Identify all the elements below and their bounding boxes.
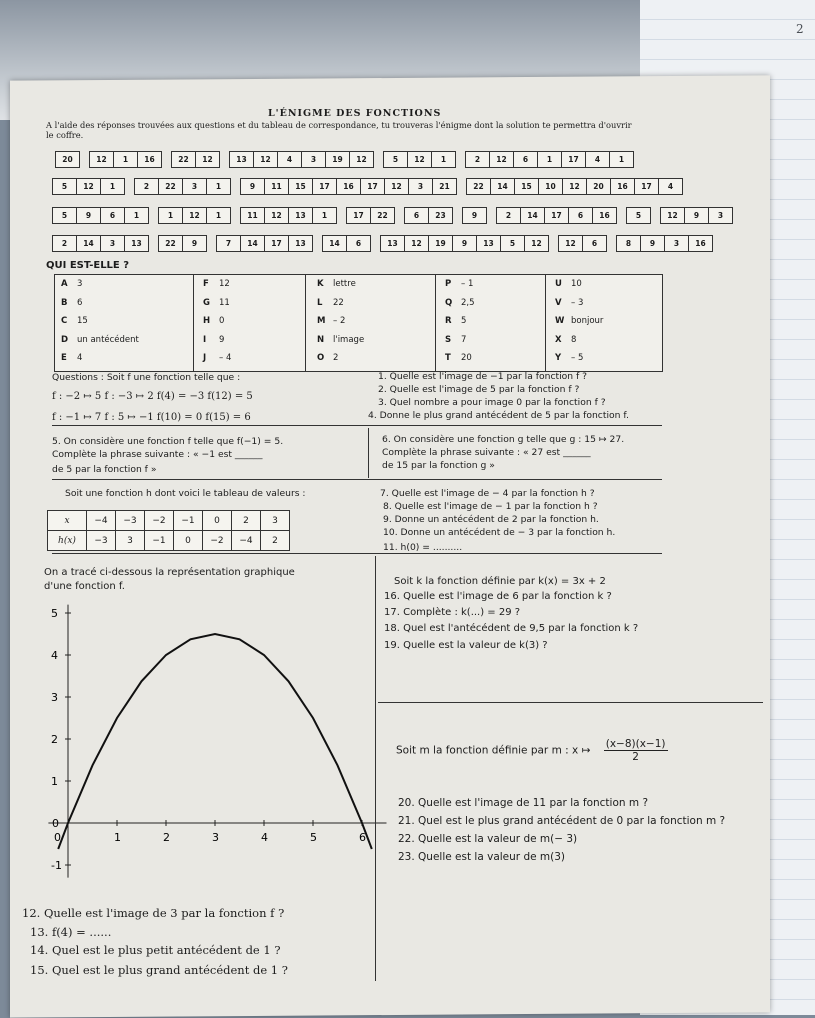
table-row <box>48 511 290 531</box>
lookup-letter: C <box>61 316 68 326</box>
code-cell: 5 <box>384 152 408 167</box>
lookup-value: – 1 <box>461 279 474 289</box>
x-value: −4 <box>87 511 116 531</box>
code-word <box>52 235 149 252</box>
code-cell: 12 <box>563 179 587 194</box>
code-cell: 20 <box>62 155 73 164</box>
code-word <box>465 151 634 168</box>
code-cell: 1 <box>538 152 562 167</box>
code-cell: 9 <box>241 179 265 194</box>
graph-ticks <box>51 607 366 872</box>
lookup-value: 6 <box>77 297 83 308</box>
divider <box>378 702 763 703</box>
lookup-letter: W <box>555 316 565 326</box>
code-word <box>466 178 683 195</box>
code-cell: 13 <box>295 239 306 248</box>
f-values-line-2: f : −1 ↦ 7 f : 5 ↦ −1 f(10) = 0 f(15) = 6 <box>52 412 251 423</box>
page-number: 2 <box>796 22 804 36</box>
f-values-line-1: f : −2 ↦ 5 f : −3 ↦ 2 f(4) = −3 f(12) = 5 <box>52 391 253 402</box>
lookup-entry <box>445 335 466 345</box>
lookup-value: 0 <box>219 316 225 326</box>
code-word <box>322 235 371 252</box>
question-5-line-1: 5. On considère une fonction f telle que f(−1) = 5. <box>52 436 284 447</box>
lookup-entry <box>555 316 603 326</box>
question-22: 22. Quelle est la valeur de m(− 3) <box>398 833 578 845</box>
lookup-letter: S <box>445 334 452 345</box>
code-word <box>616 235 713 252</box>
lookup-letter: V <box>555 297 562 308</box>
lookup-entry <box>317 298 344 308</box>
lookup-letter: D <box>61 334 69 345</box>
y-tick-label: -1 <box>51 859 62 872</box>
code-cell: 14 <box>241 236 265 251</box>
lookup-divider <box>545 275 546 371</box>
code-cell: 12 <box>77 179 101 194</box>
code-cell: 16 <box>144 155 155 164</box>
code-cell: 15 <box>289 179 313 194</box>
code-cell: 14 <box>77 236 101 251</box>
lookup-entry <box>555 335 576 345</box>
lookup-value: 22 <box>333 297 344 308</box>
code-word <box>52 207 149 224</box>
code-cell: 17 <box>635 179 659 194</box>
code-cell: 17 <box>313 179 337 194</box>
code-cell: 1 <box>215 211 222 220</box>
x-value: −3 <box>116 511 145 531</box>
graph-intro-line-1: On a tracé ci-dessous la représentation graphique <box>44 567 295 578</box>
lookup-value: 8 <box>571 334 577 345</box>
question-14: 14. Quel est le plus petit antécédent de 1 ? <box>30 943 281 957</box>
code-cell: 23 <box>435 211 446 220</box>
code-cell: 3 <box>183 179 207 194</box>
lookup-value: bonjour <box>571 316 604 326</box>
code-cell: 7 <box>217 236 241 251</box>
question-6-line-1: 6. On considère une fonction g telle que g : 15 ↦ 27. <box>382 434 625 445</box>
y-tick-label: 3 <box>51 691 58 704</box>
x-value: −2 <box>145 511 174 531</box>
code-cell: 6 <box>355 239 362 248</box>
x-value: 2 <box>232 511 261 531</box>
lookup-letter: J <box>203 353 207 363</box>
lookup-entry <box>61 335 139 345</box>
lookup-value: 15 <box>77 316 88 326</box>
lookup-entry <box>445 298 475 308</box>
code-cell: 1 <box>133 211 140 220</box>
lookup-entry <box>317 316 345 326</box>
code-cell: 1 <box>440 155 447 164</box>
question-17: 17. Complète : k(...) = 29 ? <box>384 607 521 618</box>
question-6-line-3: de 15 par la fonction g » <box>382 460 495 471</box>
code-cell: 4 <box>586 152 610 167</box>
code-cell: 1 <box>321 211 328 220</box>
code-cell: 2 <box>135 179 159 194</box>
lookup-value: 2 <box>333 353 339 363</box>
code-cell: 1 <box>215 182 222 191</box>
lookup-entry <box>445 353 472 363</box>
lookup-letter: G <box>203 297 210 308</box>
question-3: 3. Quel nombre a pour image 0 par la fonction f ? <box>378 397 606 408</box>
code-cell: 21 <box>439 182 450 191</box>
lookup-entry <box>555 279 582 289</box>
question-1: 1. Quelle est l'image de −1 par la fonction f ? <box>378 371 588 382</box>
x-tick-label: 1 <box>114 831 121 844</box>
code-cell: 12 <box>385 179 409 194</box>
code-cell: 16 <box>611 179 635 194</box>
code-cell: 13 <box>131 239 142 248</box>
y-tick-label: 5 <box>51 607 58 620</box>
code-word <box>346 207 395 224</box>
code-word <box>52 178 125 195</box>
y-tick-label: 0 <box>52 817 59 830</box>
code-word <box>158 235 207 252</box>
h-intro: Soit une fonction h dont voici le tableau de valeurs : <box>65 488 306 499</box>
question-4: 4. Donne le plus grand antécédent de 5 par la fonction f. <box>368 410 629 421</box>
lookup-divider <box>193 275 194 371</box>
code-cell: 4 <box>278 152 302 167</box>
x-value: 3 <box>261 511 290 531</box>
code-cell: 5 <box>53 179 77 194</box>
y-tick-label: 4 <box>51 649 58 662</box>
code-cell: 2 <box>466 152 490 167</box>
code-cell: 17 <box>545 208 569 223</box>
worksheet-title: L'ÉNIGME DES FONCTIONS <box>268 108 442 119</box>
code-cell: 12 <box>202 155 213 164</box>
code-cell: 4 <box>667 182 674 191</box>
question-9: 9. Donne un antécédent de 2 par la fonction h. <box>383 514 599 525</box>
lookup-letter: U <box>555 279 562 289</box>
lookup-letter: R <box>445 316 452 326</box>
code-cell: 12 <box>559 236 583 251</box>
x-tick-label: 3 <box>212 831 219 844</box>
code-cell: 11 <box>265 179 289 194</box>
code-word <box>216 235 313 252</box>
lookup-letter: B <box>61 297 68 308</box>
lookup-entry <box>445 316 466 326</box>
code-cell: 16 <box>337 179 361 194</box>
code-cell: 12 <box>356 155 367 164</box>
code-cell: 5 <box>53 208 77 223</box>
code-cell: 12 <box>254 152 278 167</box>
code-word <box>134 178 231 195</box>
lookup-entry <box>203 279 230 289</box>
code-cell: 9 <box>191 239 198 248</box>
lookup-letter: T <box>445 353 451 363</box>
curve-f <box>58 634 372 849</box>
m-fraction <box>604 738 668 763</box>
code-word <box>240 207 337 224</box>
lookup-entry <box>203 298 230 308</box>
code-cell: 5 <box>635 211 642 220</box>
code-cell: 22 <box>172 152 196 167</box>
lookup-value: – 3 <box>571 297 584 308</box>
m-intro: Soit m la fonction définie par m : x ↦ <box>396 744 591 757</box>
code-cell: 13 <box>477 236 501 251</box>
lookup-value: 7 <box>461 334 467 345</box>
code-cell: 1 <box>618 155 625 164</box>
question-7: 7. Quelle est l'image de − 4 par la fonction h ? <box>380 488 595 499</box>
divider <box>52 479 662 480</box>
question-10: 10. Donne un antécédent de − 3 par la fonction h. <box>383 527 616 538</box>
h-value: 0 <box>174 531 203 551</box>
code-word <box>558 235 607 252</box>
lookup-value: – 4 <box>219 353 232 363</box>
code-cell: 22 <box>159 179 183 194</box>
code-cell: 19 <box>326 152 350 167</box>
code-word <box>660 207 733 224</box>
question-18: 18. Quel est l'antécédent de 9,5 par la fonction k ? <box>384 623 639 634</box>
code-cell: 10 <box>539 179 563 194</box>
divider <box>368 428 369 478</box>
question-11: 11. h(0) = .......... <box>383 542 463 553</box>
lookup-entry <box>555 298 583 308</box>
lookup-letter: E <box>61 353 67 363</box>
code-cell: 14 <box>491 179 515 194</box>
lookup-letter: L <box>317 297 323 308</box>
lookup-entry <box>317 353 338 363</box>
lookup-entry <box>555 353 583 363</box>
question-2: 2. Quelle est l'image de 5 par la fonction f ? <box>378 384 580 395</box>
code-cell: 11 <box>241 208 265 223</box>
code-cell: 13 <box>381 236 405 251</box>
lookup-entry <box>203 316 224 326</box>
lookup-value: 10 <box>571 279 582 289</box>
code-cell: 14 <box>323 236 347 251</box>
lookup-entry <box>61 279 82 289</box>
code-cell: 17 <box>361 179 385 194</box>
divider <box>52 553 662 554</box>
code-cell: 2 <box>497 208 521 223</box>
lookup-letter: F <box>203 279 209 289</box>
lookup-letter: N <box>317 334 325 345</box>
m-denominator: 2 <box>632 751 639 763</box>
graph-of-f <box>40 607 375 900</box>
code-cell: 9 <box>77 208 101 223</box>
code-cell: 14 <box>521 208 545 223</box>
question-15: 15. Quel est le plus grand antécédent de 1 ? <box>30 963 288 977</box>
table-row <box>48 531 290 551</box>
question-20: 20. Quelle est l'image de 11 par la fonction m ? <box>398 797 649 809</box>
lookup-entry <box>317 279 356 289</box>
code-word <box>462 207 487 224</box>
lookup-letter: M <box>317 316 326 326</box>
code-word <box>383 151 456 168</box>
h-value: −4 <box>232 531 261 551</box>
question-13: 13. f(4) = ...... <box>30 925 112 939</box>
lookup-letter: A <box>61 279 68 289</box>
lookup-value: 2,5 <box>461 297 475 308</box>
code-cell: 16 <box>695 239 706 248</box>
lookup-letter: H <box>203 316 211 326</box>
code-cell: 16 <box>599 211 610 220</box>
code-cell: 15 <box>515 179 539 194</box>
worksheet-intro: A l'aide des réponses trouvées aux questions et du tableau de correspondance, tu trouveras l'énigme dont la solution te permettra d'ouvrir le coffre. <box>46 120 632 140</box>
lookup-letter: O <box>317 353 325 363</box>
lookup-heading: QUI EST-ELLE ? <box>46 260 130 271</box>
lookup-value: 5 <box>461 316 467 326</box>
lookup-table <box>54 274 663 372</box>
x-tick-label: 5 <box>310 831 317 844</box>
lookup-letter: Y <box>555 353 562 363</box>
lookup-value: 9 <box>219 334 225 345</box>
code-cell: 12 <box>490 152 514 167</box>
code-cell: 6 <box>101 208 125 223</box>
lookup-letter: Q <box>445 297 453 308</box>
lookup-value: 12 <box>219 279 230 289</box>
question-23: 23. Quelle est la valeur de m(3) <box>398 851 566 863</box>
question-12: 12. Quelle est l'image de 3 par la fonction f ? <box>22 906 285 920</box>
k-intro: Soit k la fonction définie par k(x) = 3x + 2 <box>394 576 606 587</box>
y-tick-label: 1 <box>51 775 58 788</box>
question-16: 16. Quelle est l'image de 6 par la fonction k ? <box>384 591 612 602</box>
code-cell: 6 <box>514 152 538 167</box>
code-cell: 6 <box>569 208 593 223</box>
code-cell: 9 <box>453 236 477 251</box>
code-cell: 13 <box>230 152 254 167</box>
code-cell: 20 <box>587 179 611 194</box>
lookup-entry <box>203 353 231 363</box>
code-cell: 22 <box>159 236 183 251</box>
x-tick-label: 2 <box>163 831 170 844</box>
lookup-value: – 2 <box>333 316 346 326</box>
h-value: 3 <box>116 531 145 551</box>
code-word <box>380 235 549 252</box>
m-numerator: (x−8)(x−1) <box>605 738 666 750</box>
code-cell: 3 <box>409 179 433 194</box>
code-cell: 12 <box>405 236 429 251</box>
code-word <box>240 178 457 195</box>
h-value: −1 <box>145 531 174 551</box>
x-value: 0 <box>203 511 232 531</box>
code-cell: 1 <box>109 182 116 191</box>
code-word <box>626 207 651 224</box>
code-word <box>229 151 374 168</box>
x-row-label: x <box>48 511 87 531</box>
question-6-line-2: Complète la phrase suivante : « 27 est ______ <box>382 447 591 458</box>
question-19: 19. Quelle est la valeur de k(3) ? <box>384 640 548 651</box>
lookup-value: 4 <box>77 353 83 363</box>
code-cell: 12 <box>661 208 685 223</box>
lookup-entry <box>61 316 88 326</box>
divider <box>52 425 662 426</box>
code-cell: 13 <box>289 208 313 223</box>
code-cell: 6 <box>405 208 429 223</box>
question-5-line-3: de 5 par la fonction f » <box>52 464 157 475</box>
code-cell: 22 <box>377 211 388 220</box>
code-cell: 19 <box>429 236 453 251</box>
code-cell: 3 <box>302 152 326 167</box>
lookup-value: l'image <box>333 334 365 345</box>
code-word <box>496 207 617 224</box>
graph-intro-line-2: d'une fonction f. <box>44 581 125 592</box>
code-cell: 3 <box>665 236 689 251</box>
code-cell: 1 <box>114 152 138 167</box>
lookup-letter: K <box>317 279 324 289</box>
lookup-letter: P <box>445 279 452 289</box>
lookup-value: lettre <box>333 279 356 289</box>
divider <box>375 556 376 981</box>
lookup-value: 3 <box>77 279 83 289</box>
lookup-entry <box>61 353 82 363</box>
question-5-line-2: Complète la phrase suivante : « −1 est ______ <box>52 449 263 460</box>
lookup-entry <box>203 335 224 345</box>
code-cell: 12 <box>265 208 289 223</box>
code-cell: 9 <box>685 208 709 223</box>
code-cell: 22 <box>467 179 491 194</box>
code-cell: 17 <box>265 236 289 251</box>
code-word <box>171 151 220 168</box>
h-row-label: h(x) <box>48 531 87 551</box>
lookup-value: 11 <box>219 297 230 308</box>
x-tick-label: 4 <box>261 831 268 844</box>
y-tick-label: 2 <box>51 733 58 746</box>
code-cell: 12 <box>408 152 432 167</box>
lookup-letter: X <box>555 334 562 345</box>
x-value: −1 <box>174 511 203 531</box>
lookup-value: – 5 <box>571 353 584 363</box>
h-value-table <box>47 510 290 551</box>
code-cell: 3 <box>717 211 724 220</box>
code-cell: 12 <box>183 208 207 223</box>
lookup-divider <box>305 275 306 371</box>
code-cell: 5 <box>501 236 525 251</box>
lookup-entry <box>445 279 473 289</box>
code-cell: 9 <box>641 236 665 251</box>
question-21: 21. Quel est le plus grand antécédent de 0 par la fonction m ? <box>398 815 726 827</box>
lookup-entry <box>317 335 364 345</box>
lookup-value: 20 <box>461 353 472 363</box>
code-cell: 17 <box>562 152 586 167</box>
h-value: −3 <box>87 531 116 551</box>
code-cell: 2 <box>53 236 77 251</box>
lookup-value: un antécédent <box>77 334 139 345</box>
code-cell: 17 <box>347 208 371 223</box>
code-cell: 12 <box>90 152 114 167</box>
m-definition <box>396 738 668 763</box>
h-value: 2 <box>261 531 290 551</box>
x-tick-label: 6 <box>359 831 366 844</box>
code-word <box>89 151 162 168</box>
question-8: 8. Quelle est l'image de − 1 par la fonction h ? <box>383 501 598 512</box>
lookup-divider <box>435 275 436 371</box>
lookup-letter: I <box>203 334 207 345</box>
code-cell: 9 <box>471 211 478 220</box>
h-value: −2 <box>203 531 232 551</box>
f-intro: Questions : Soit f une fonction telle que : <box>52 372 241 383</box>
x-tick-label: 0 <box>54 831 61 844</box>
code-word <box>158 207 231 224</box>
code-word <box>404 207 453 224</box>
code-cell: 8 <box>617 236 641 251</box>
code-cell: 1 <box>159 208 183 223</box>
code-cell: 6 <box>591 239 598 248</box>
lookup-entry <box>61 298 82 308</box>
code-cell: 12 <box>531 239 542 248</box>
code-cell: 3 <box>101 236 125 251</box>
code-word <box>55 151 80 168</box>
